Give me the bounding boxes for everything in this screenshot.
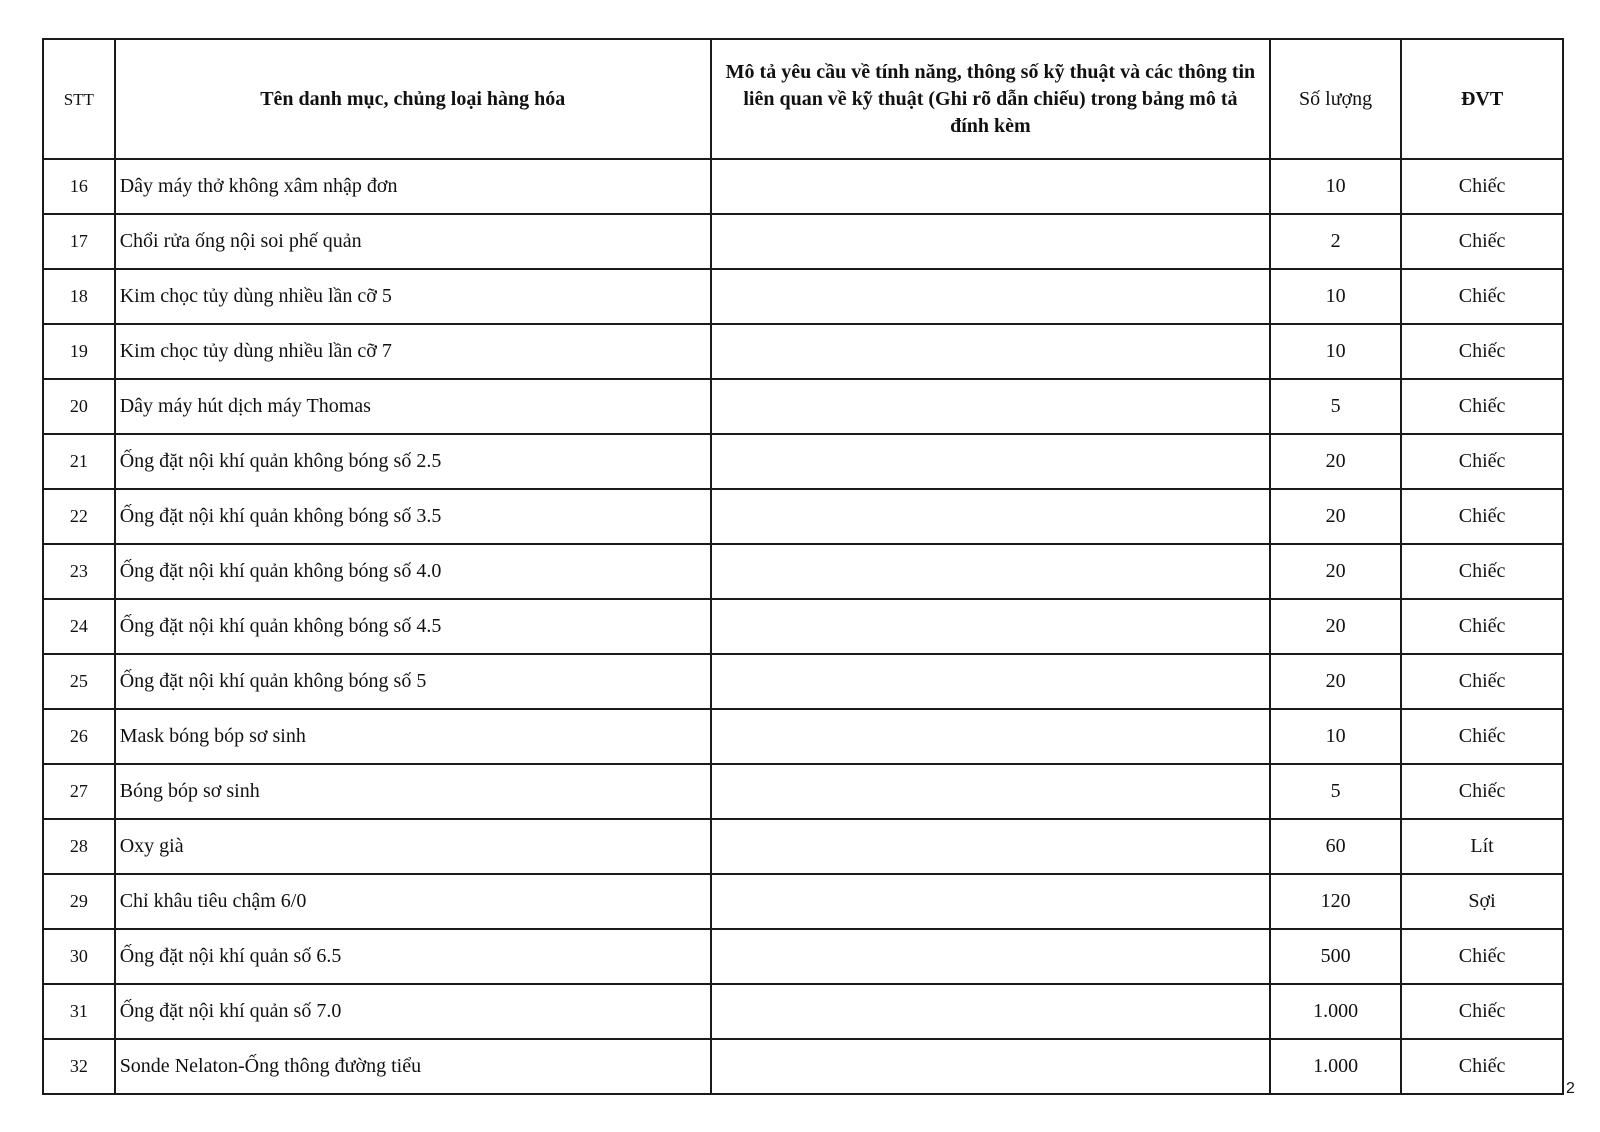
cell-item-name: Kim chọc tủy dùng nhiều lần cỡ 5: [115, 269, 711, 324]
cell-stt: 19: [43, 324, 115, 379]
cell-item-name: Oxy già: [115, 819, 711, 874]
cell-stt: 25: [43, 654, 115, 709]
cell-description: [711, 324, 1270, 379]
cell-quantity: 20: [1270, 434, 1401, 489]
cell-item-name: Ống đặt nội khí quản không bóng số 3.5: [115, 489, 711, 544]
table-body: [43, 159, 1563, 1094]
cell-quantity: 120: [1270, 874, 1401, 929]
cell-item-name: Ống đặt nội khí quản số 7.0: [115, 984, 711, 1039]
cell-stt: 17: [43, 214, 115, 269]
cell-stt: 30: [43, 929, 115, 984]
cell-item-name: Chỉ khâu tiêu chậm 6/0: [115, 874, 711, 929]
cell-description: [711, 159, 1270, 214]
table-row: [43, 654, 1563, 709]
cell-stt: 20: [43, 379, 115, 434]
cell-description: [711, 709, 1270, 764]
cell-quantity: 20: [1270, 489, 1401, 544]
header-unit: ĐVT: [1401, 39, 1563, 159]
cell-item-name: Ống đặt nội khí quản không bóng số 4.0: [115, 544, 711, 599]
cell-item-name: Ống đặt nội khí quản không bóng số 2.5: [115, 434, 711, 489]
cell-item-name: Dây máy thở không xâm nhập đơn: [115, 159, 711, 214]
cell-stt: 29: [43, 874, 115, 929]
cell-unit: Chiếc: [1401, 599, 1563, 654]
header-quantity: Số lượng: [1270, 39, 1401, 159]
cell-stt: 28: [43, 819, 115, 874]
cell-unit: Chiếc: [1401, 269, 1563, 324]
cell-description: [711, 654, 1270, 709]
cell-unit: Chiếc: [1401, 1039, 1563, 1094]
cell-stt: 21: [43, 434, 115, 489]
table-row: [43, 379, 1563, 434]
cell-stt: 24: [43, 599, 115, 654]
cell-quantity: 20: [1270, 599, 1401, 654]
goods-table: [42, 38, 1564, 1095]
table-row: [43, 709, 1563, 764]
header-description: Mô tả yêu cầu về tính năng, thông số kỹ thuật và các thông tin liên quan về kỹ thuật (Ghi rõ dẫn chiếu) trong bảng mô tả đính kèm: [711, 39, 1270, 159]
cell-item-name: Dây máy hút dịch máy Thomas: [115, 379, 711, 434]
table-row: [43, 929, 1563, 984]
cell-quantity: 5: [1270, 379, 1401, 434]
table-row: [43, 764, 1563, 819]
cell-description: [711, 434, 1270, 489]
cell-stt: 26: [43, 709, 115, 764]
cell-unit: Chiếc: [1401, 709, 1563, 764]
cell-item-name: Sonde Nelaton-Ống thông đường tiểu: [115, 1039, 711, 1094]
table-row: [43, 544, 1563, 599]
cell-unit: Chiếc: [1401, 159, 1563, 214]
cell-description: [711, 489, 1270, 544]
cell-quantity: 5: [1270, 764, 1401, 819]
cell-unit: Chiếc: [1401, 379, 1563, 434]
cell-description: [711, 379, 1270, 434]
cell-stt: 18: [43, 269, 115, 324]
cell-description: [711, 874, 1270, 929]
cell-stt: 23: [43, 544, 115, 599]
table-row: [43, 434, 1563, 489]
cell-unit: Chiếc: [1401, 929, 1563, 984]
cell-unit: Chiếc: [1401, 764, 1563, 819]
header-stt: STT: [43, 39, 115, 159]
table-row: [43, 269, 1563, 324]
cell-description: [711, 929, 1270, 984]
cell-item-name: Chổi rửa ống nội soi phế quản: [115, 214, 711, 269]
cell-item-name: Mask bóng bóp sơ sinh: [115, 709, 711, 764]
table-row: [43, 489, 1563, 544]
table-row: [43, 984, 1563, 1039]
page-number: 2: [1566, 1080, 1575, 1097]
cell-quantity: 10: [1270, 709, 1401, 764]
cell-quantity: 60: [1270, 819, 1401, 874]
cell-description: [711, 599, 1270, 654]
table-header-row: [43, 39, 1563, 159]
cell-description: [711, 544, 1270, 599]
cell-unit: Chiếc: [1401, 544, 1563, 599]
table-row: [43, 324, 1563, 379]
cell-item-name: Ống đặt nội khí quản không bóng số 4.5: [115, 599, 711, 654]
cell-stt: 31: [43, 984, 115, 1039]
cell-unit: Chiếc: [1401, 654, 1563, 709]
cell-description: [711, 214, 1270, 269]
cell-item-name: Ống đặt nội khí quản không bóng số 5: [115, 654, 711, 709]
cell-item-name: Ống đặt nội khí quản số 6.5: [115, 929, 711, 984]
cell-quantity: 2: [1270, 214, 1401, 269]
table-row: [43, 214, 1563, 269]
cell-unit: Chiếc: [1401, 489, 1563, 544]
header-item-name: Tên danh mục, chủng loại hàng hóa: [115, 39, 711, 159]
cell-item-name: Kim chọc tủy dùng nhiều lần cỡ 7: [115, 324, 711, 379]
cell-quantity: 10: [1270, 324, 1401, 379]
cell-unit: Chiếc: [1401, 434, 1563, 489]
cell-unit: Chiếc: [1401, 324, 1563, 379]
cell-stt: 32: [43, 1039, 115, 1094]
cell-description: [711, 819, 1270, 874]
cell-unit: Chiếc: [1401, 214, 1563, 269]
cell-unit: Lít: [1401, 819, 1563, 874]
cell-item-name: Bóng bóp sơ sinh: [115, 764, 711, 819]
cell-stt: 22: [43, 489, 115, 544]
cell-quantity: 20: [1270, 544, 1401, 599]
cell-description: [711, 984, 1270, 1039]
table-row: [43, 159, 1563, 214]
cell-quantity: 1.000: [1270, 1039, 1401, 1094]
cell-description: [711, 269, 1270, 324]
cell-stt: 16: [43, 159, 115, 214]
cell-quantity: 10: [1270, 269, 1401, 324]
table-row: [43, 599, 1563, 654]
cell-unit: Sợi: [1401, 874, 1563, 929]
table-row: [43, 874, 1563, 929]
cell-unit: Chiếc: [1401, 984, 1563, 1039]
cell-quantity: 500: [1270, 929, 1401, 984]
cell-stt: 27: [43, 764, 115, 819]
table-row: [43, 1039, 1563, 1094]
cell-description: [711, 1039, 1270, 1094]
cell-quantity: 1.000: [1270, 984, 1401, 1039]
cell-description: [711, 764, 1270, 819]
cell-quantity: 20: [1270, 654, 1401, 709]
table-row: [43, 819, 1563, 874]
cell-quantity: 10: [1270, 159, 1401, 214]
